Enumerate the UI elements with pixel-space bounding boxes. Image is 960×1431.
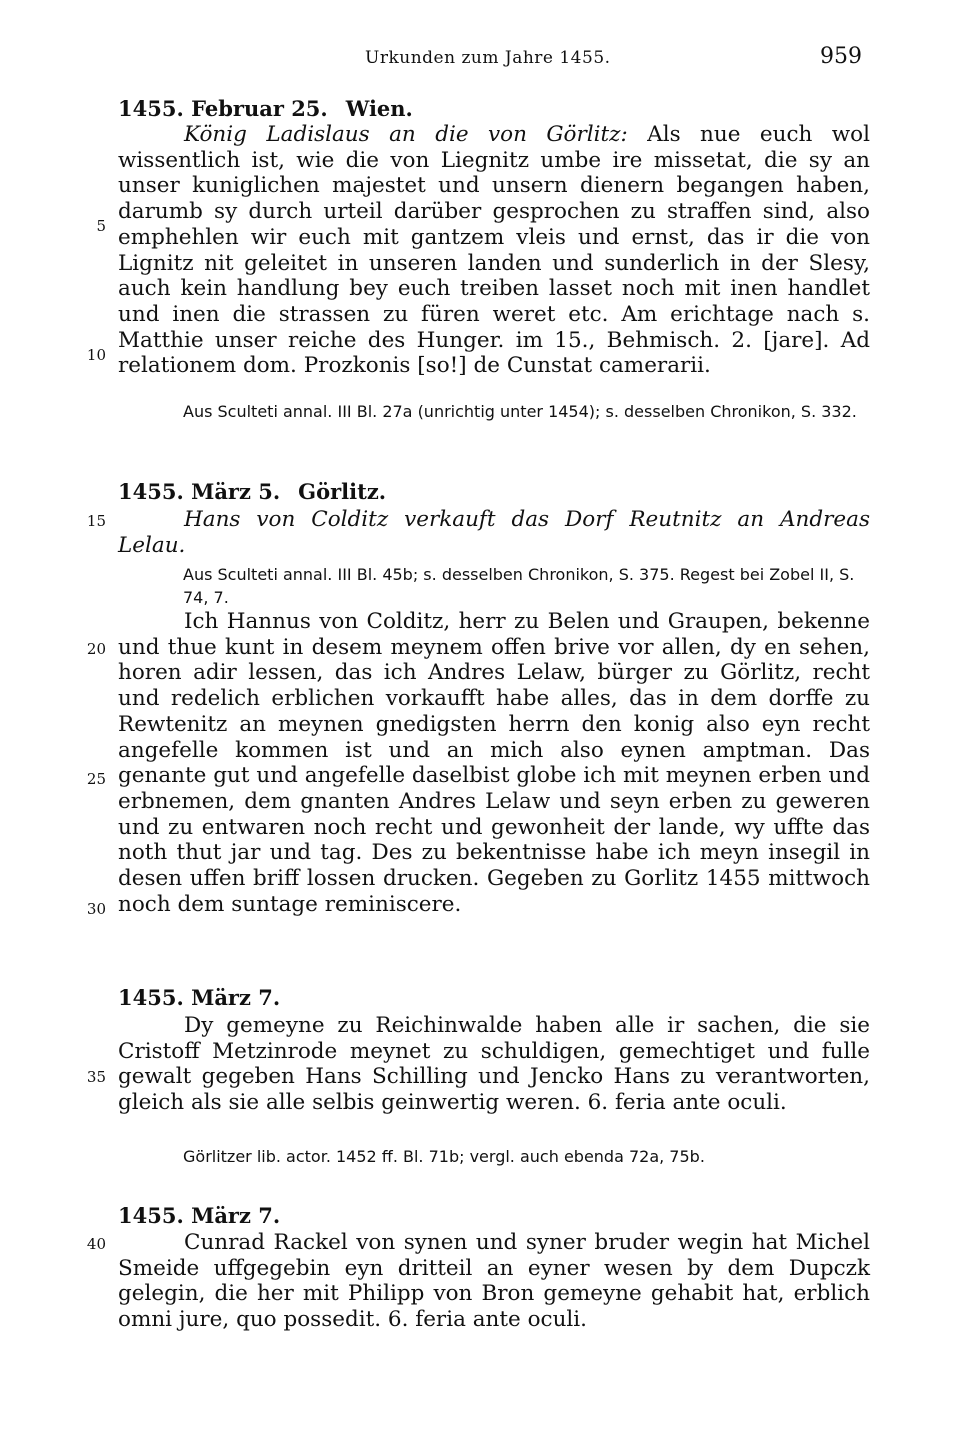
running-title: Urkunden zum Jahre 1455. [365, 48, 611, 68]
line-number: 10 [86, 346, 106, 364]
entry-place: Görlitz. [298, 479, 387, 504]
entry-heading [118, 985, 280, 1010]
page-number: 959 [820, 44, 862, 69]
line-number: 15 [86, 512, 106, 530]
line-number: 35 [86, 1068, 106, 1086]
entry-body: Cunrad Rackel von synen und syner bruder wegin hat Michel Smeide uffgegebin eyn dritteil an eyner wesen by dem Dupczk gelegin, die her mit Philipp von Bron gemeyne gehabit hat, erblich omni jure, quo possedit. 6. feria ante oculi. [118, 1230, 870, 1333]
entry-date: 1455. März 7. [118, 985, 281, 1010]
entry-summary: König Ladislaus an die von Görlitz: [184, 122, 628, 147]
entry-source: Görlitzer lib. actor. 1452 ff. Bl. 71b; vergl. auch ebenda 72a, 75b. [183, 1147, 705, 1166]
line-number: 25 [86, 770, 106, 788]
entry-source: Aus Sculteti annal. III Bl. 27a (unrichtig unter 1454); s. desselben Chronikon, S. 332. [183, 402, 857, 421]
entry-place: Wien. [345, 96, 413, 121]
entry-date: 1455. Februar 25. [118, 96, 328, 121]
line-number: 40 [86, 1235, 106, 1253]
entry-body: Als nue euch wol wissentlich ist, wie die von Liegnitz umbe ire missetat, die sy an unser kuniglichen majestet und unsern dienern begangen haben, darumb sy durch urteil darüber gesprochen zu straffen sind, also emphehlen wir euch mit gantzem vleis und ernst, das ir die von Lignitz nit geleitet in unseren landen und sunderlich in der Slesy, auch kein handlung bey euch treiben lasset noch mit inen handlet und inen die strassen zu füren weret etc. Am erichtage nach s. Matthie unser reiche des Hunger. im 15., Behmisch. 2. [jare]. Ad relationem dom. Prozkonis [so!] de Cunstat camerarii. [118, 122, 870, 379]
entry-source: Aus Sculteti annal. III Bl. 45b; s. desselben Chronikon, S. 375. Regest bei Zobel II, S. 74, 7. [183, 565, 855, 607]
entry-body: Ich Hannus von Colditz, herr zu Belen und Graupen, bekenne und thue kunt in desem meynem offen brive vor allen, dy en sehen, horen adir lessen, das ich Andres Lelaw, bürger zu Görlitz, recht und redelich erblichen vorkaufft habe alles, das in dem dorffe zu Rewtenitz an meynen gnedigsten herrn den konig also eyn recht angefelle kommen ist und an mich also eynen amptman. Das genante gut und angefelle daselbist globe ich mit meynen erben und erbnemen, dem gnanten Andres Lelaw und seyn erben zu geweren und zu entwaren noch recht und gewonheit der lande, wy uffte das noth thut jar und tag. Des zu bekentnisse habe ich meyn insegil in desen uffen briff lossen drucken. Gegeben zu Gorlitz 1455 mittwoch noch dem suntage reminiscere. [118, 609, 870, 917]
entry-date: 1455. März 5. [118, 479, 281, 504]
entry-body: Dy gemeyne zu Reichinwalde haben alle ir sachen, die sie Cristoff Metzinrode meynet zu schuldigen, gemechtiget und fulle gewalt gegeben Hans Schilling und Jencko Hans zu verantworten, gleich als sie alle selbis geinwertig weren. 6. feria ante oculi. [118, 1013, 870, 1116]
line-number: 20 [86, 640, 106, 658]
entry-summary: Hans von Colditz verkauft das Dorf Reutnitz an Andreas Lelau. [118, 507, 870, 558]
line-number: 5 [96, 217, 106, 235]
entry-heading [118, 479, 386, 504]
entry-date: 1455. März 7. [118, 1203, 281, 1228]
entry-text [118, 122, 870, 379]
line-number: 30 [86, 900, 106, 918]
entry-heading [118, 1203, 280, 1228]
entry-heading [118, 96, 413, 121]
